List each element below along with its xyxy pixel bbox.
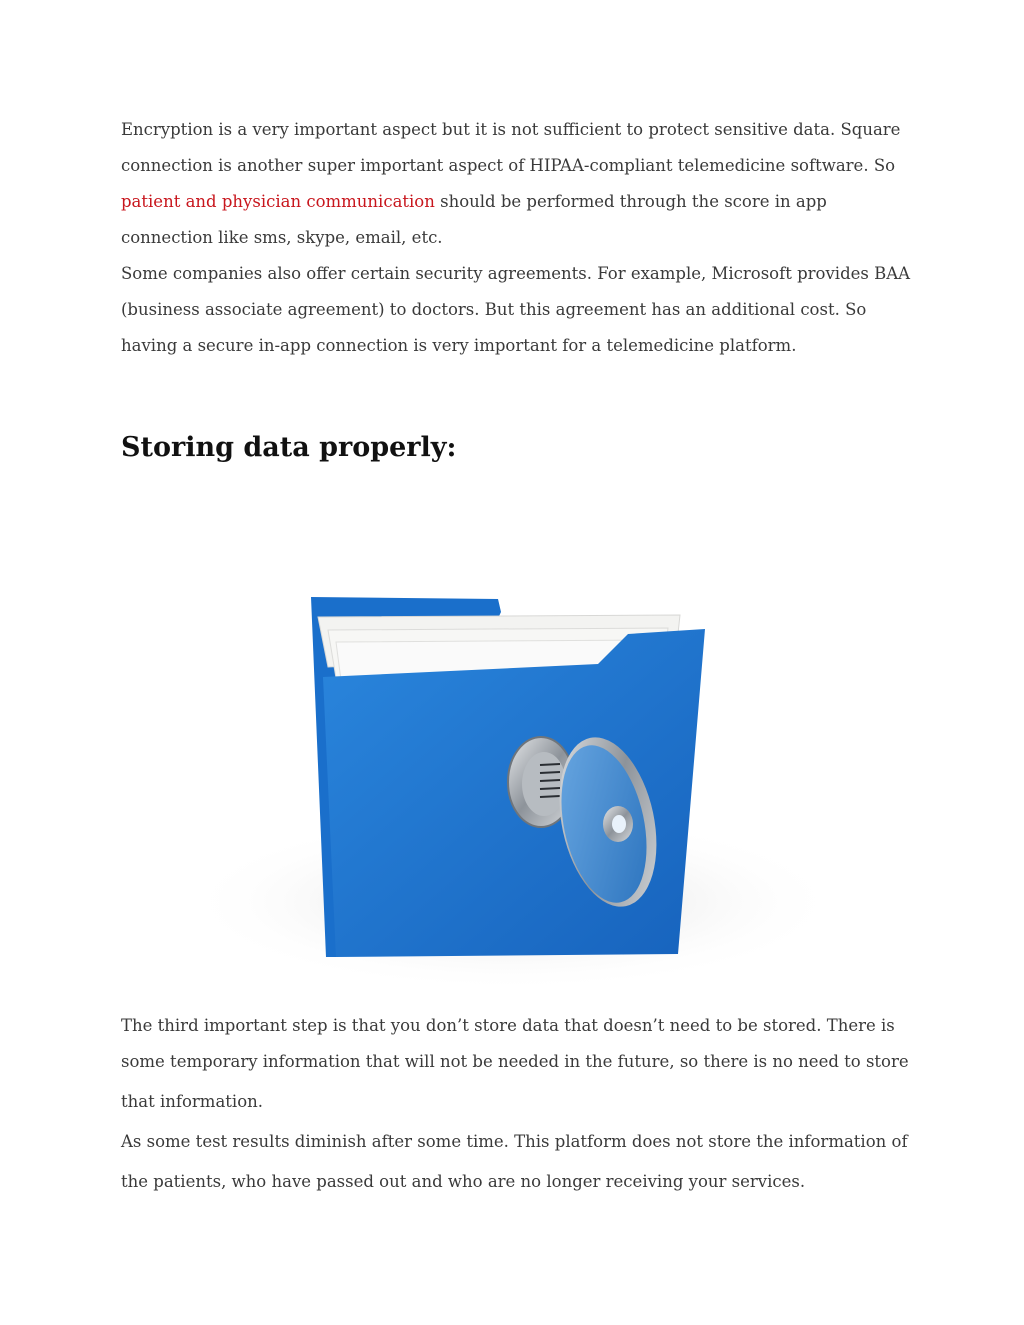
patient-physician-communication-link[interactable]: patient and physician communication xyxy=(121,192,435,211)
body-line-3: that information. xyxy=(121,1092,263,1111)
body-line-1: The third important step is that you don’t store data that doesn’t need to be stored. There is xyxy=(121,1016,895,1035)
section-heading: Storing data properly: xyxy=(121,432,457,463)
locked-folder-with-key-icon xyxy=(168,572,858,992)
body-paragraph xyxy=(121,1008,921,1204)
body-line-4: As some test results diminish after some time. This platform does not store the information of xyxy=(121,1132,908,1151)
intro-line-2: connection is another super important aspect of HIPAA-compliant telemedicine software. So xyxy=(121,156,896,175)
body-line-5: the patients, who have passed out and who are no longer receiving your services. xyxy=(121,1172,806,1191)
intro-line-6: (business associate agreement) to doctors. But this agreement has an additional cost. So xyxy=(121,300,867,319)
locked-folder-image xyxy=(168,572,858,992)
intro-line-1: Encryption is a very important aspect but it is not sufficient to protect sensitive data. Square xyxy=(121,120,901,139)
intro-line-7: having a secure in-app connection is very important for a telemedicine platform. xyxy=(121,336,797,355)
intro-line-3 xyxy=(121,184,921,220)
body-line-2: some temporary information that will not be needed in the future, so there is no need to store xyxy=(121,1052,909,1071)
intro-line-5: Some companies also offer certain security agreements. For example, Microsoft provides BAA xyxy=(121,264,911,283)
intro-line-4: connection like sms, skype, email, etc. xyxy=(121,228,443,247)
intro-paragraph xyxy=(121,112,921,364)
intro-line-3-rest: should be performed through the score in app xyxy=(434,192,827,211)
